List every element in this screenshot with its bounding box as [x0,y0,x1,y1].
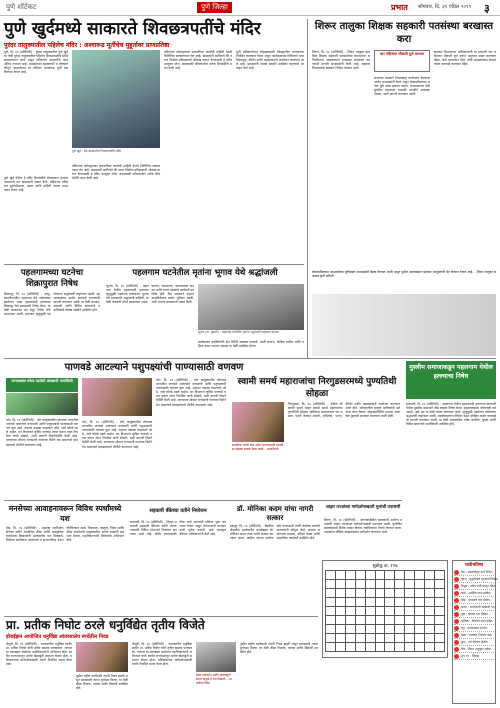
sudoku-cell [385,643,395,652]
sudoku-cell [355,607,365,616]
sudoku-cell [385,580,395,589]
sudoku-cell [425,643,435,652]
sudoku-cell [415,589,425,598]
rashi-item-text: कन्या : आरोग्याची काळजी घ्या. [461,605,496,609]
sudoku-cell [434,607,444,616]
sudoku-cell [335,625,345,634]
sudoku-cell [375,616,385,625]
temple-body-c2: मंदिराच्या प्रवेशद्वारावर छत्रपतींच्या कार्याची माहिती देणारे भित्तिचित्र साकारण्यात येत आहे. ग्रामस्थांनी सांगितले की तरुण पिढीला इतिहासाची ओळख करून देण्यासाठी हे मंदिर उपयुक्त ठरेल. कामासाठी परिसरातील अनेक शिवप्रेमींनी मदत केली आहे. [164,50,232,71]
doctor-body: इंदापूर, दि. १४ (प्रतिनिधी) - वैद्यकीय क्षेत्रातील उल्लेखनीय कार्याबद्दल डॉ. मोनिका कदम यांचा नागरी सत्कार करण्यात आला. ग्रामीण भागात आरोग्य सेवा देण्यासाठी त्यांनी केलेल्या कार्याचे मान्यवरांनी कौतुक केले. सत्कार समारंभास ग्रामस्थ, महिला मंडळ आणि सामाजिक कार्यकर्ते उपस्थित होते. [230,524,320,541]
tribute-photo [198,284,304,330]
water-body-2: भोर, दि. १४ (प्रतिनिधी) - भोर तालुक्यातील डोंगराळ भागातील पाणवठे आटल्याने वन्यप्राणी आणि पशुपक्ष्यांची पाण्यासाठी वणवण सुरू आहे. उन्हाचा तडाखा वाढल्याने ओढे, नाले कोरडे पडले आहेत. वन विभागाने कृत्रिम पाणवठे तयार करून त्यात नियमित पाणी सोडावे, अशी मागणी निसर्गप्रेमींनी केली आहे. पाण्याच्या शोधात वन्यप्राणी गावांच्या दिशेने येत असल्याने ग्रामस्थांमध्ये भीतीचे वातावरण आहे. [82,420,152,449]
sudoku-cell [434,634,444,643]
sudoku-cell [326,616,336,625]
swami-quote: स्वामींच्या चरणी सेवा अर्पण करण्यासाठी दरवर्षी हा सोहळा साजरा केला जातो. - मठाधिपती [232,443,284,451]
sudoku-cell [415,598,425,607]
manase-body: दौंड, दि. १४ (प्रतिनिधी) - महाराष्ट्र नवनिर्माण सेनेच्या वतीने आयोजित क्रीडा आणि सांस्कृतिक स्पर्धांमध्ये विद्यार्थ्यांनी उल्लेखनीय यश मिळवले. विजेत्या स्पर्धकांना प्रमाणपत्र व सन्मानचिन्ह देऊन गौरविण्यात आले. चित्रकला, वक्तृत्व, निबंध आणि क्रीडा स्पर्धांमध्ये तालुक्यातील अनेक शाळांनी सहभाग घेतला. पदाधिकाऱ्यांनी विजेत्यांचे अभिनंदन केले. [6,526,124,543]
rashi-item-text: मकर : खर्चावर नियंत्रण ठेवा. [461,633,493,637]
rashi-item [454,639,494,646]
rashi-item [454,583,494,590]
health-headline: आहार तज्ज्ञांच्या मार्गदर्शनाखाली मुलांची तपासणी [325,504,401,509]
sudoku-cell [434,625,444,634]
sudoku-cell [385,607,395,616]
sudoku-cell [425,607,435,616]
temple-body-d: मूर्ती प्रतिष्ठापनेच्या सोहळ्यासाठी जिल्ह्यातील मान्यवरांना निमंत्रित करण्यात येणार असून कार्यक्रमाच्या निमित्ताने भव्य मिरवणूक, कीर्तन आणि महाप्रसादाचे आयोजन करण्यात आले आहे. ग्रामस्थांनी मोठ्या संख्येने उपस्थित राहण्याचे आवाहन केले आहे. [236,50,304,71]
society-body-c: सहकार विभागाच्या अधिकाऱ्यांनी या प्रकरणी चार महिन्यात चौकशी पूर्ण करून अहवाल सादर करण्यात येईल, असे आश्वासन दिले. दोषी आढळल्यास संचालकांवर कारवाई करण्यात येईल. [434,50,496,67]
section-divider-3 [4,500,402,501]
tribute-body: भूगाव, दि. १४ (प्रतिनिधी) - पहलगाम येथील दहशतवादी हल्ल्यात मृत्युमुखी पडलेल्या पर्यटकांना भूगाव येथे ग्रामस्थांनी श्रद्धांजली वाहिली. या वेळी मेणबत्ती मोर्चा काढण्यात आला. सरपंच, उपसरपंच, ग्रामपंचायत सदस्य आणि तरुण मंडळाचे कार्यकर्ते उपस्थित होते. केंद्र सरकारने दहशतवादाविरोधात कठोर भूमिका घ्यावी, अशी भावना ग्रामस्थांनी व्यक्त केली. [106,284,194,305]
rashi-item-text: कर्क : आर्थिक लाभ होतील. [461,591,492,595]
archery-quote: योग्य मार्गदर्शन आणि सातत्यपूर्ण सराव यामुळे हे यश मिळाले. - प्रा. प्रतीक निघोट [196,673,233,685]
sudoku-cell [395,571,405,580]
sudoku-cell [395,625,405,634]
sudoku-cell [405,625,415,634]
sudoku-cell [375,625,385,634]
sudoku-row [326,571,445,580]
sudoku-cell [355,580,365,589]
zodiac-icon [454,612,459,617]
sudoku-cell [365,589,375,598]
rashi-item [454,576,499,583]
temple-photo-caption: पुणे खुर्द : येथे साकारलेले शिवछत्रपतींचे मंदिर [72,149,122,153]
zodiac-icon [454,570,459,575]
sudoku-cell [326,580,336,589]
section-label: पुणे शॉर्टकट [6,3,37,11]
sudoku-cell [425,571,435,580]
sudoku-cell [385,625,395,634]
sudoku-cell [355,634,365,643]
sudoku-cell [434,643,444,652]
sudoku-cell [326,634,336,643]
zodiac-icon [454,633,459,638]
sudoku-cell [326,643,336,652]
sudoku-row [326,616,445,625]
sudoku-cell [355,598,365,607]
water-body-3: भोर, दि. १४ (प्रतिनिधी) - भोर तालुक्यातील डोंगराळ भागातील पाणवठे आटल्याने वन्यप्राणी आणि पशुपक्ष्यांची पाण्यासाठी वणवण सुरू आहे. उन्हाचा तडाखा वाढल्याने ओढे, नाले कोरडे पडले आहेत. वन विभागाने कृत्रिम पाणवठे तयार करून त्यात नियमित पाणी सोडावे, अशी मागणी निसर्गप्रेमींनी केली आहे. पाण्याच्या शोधात वन्यप्राणी गावांच्या दिशेने येत असल्याने ग्रामस्थांमध्ये भीतीचे वातावरण आहे. [156,378,226,407]
rashi-item-text: वृषभ : कुटुंबीयांचे सहकार्य मिळेल. [461,577,499,581]
sudoku-cell [345,571,355,580]
sudoku-row [326,634,445,643]
sudoku-cell [405,589,415,598]
archery-subhead: होराईझन आयोजित धनुर्विद्या आंतरशालेय स्पर्धेतील निवड [6,634,109,640]
sudoku-cell [415,580,425,589]
society-callout-title: चार महिन्यात चौकशी पूर्ण करणार [379,52,424,56]
swami-headline: स्वामी समर्थ महाराजांचा निरगुडसरमध्ये पुण्यतिथी सोहळा [237,377,397,399]
rashi-list [454,569,499,660]
sudoku-cell [425,625,435,634]
section-divider-4 [4,616,318,617]
society-body-a: शिरूर, दि. १४ (प्रतिनिधी) - शिरूर तालुका प्राथमिक शिक्षक सहकारी पतसंस्थेच्या कारभारात अनियमितता आढळल्याने पतसंस्था बरखास्त करण्याची मागणी सभासदांनी केली आहे. सहकार विभागाकडे याबाबत निवेदन देण्यात आले. [312,50,370,71]
rashi-item [454,597,494,604]
temple-body-a: पुणे, दि. १४ (प्रतिनिधी) - पुरंदर तालुक्यातील पुणे खुर्द या गावी पुरंदर तालुक्यातील पहिलेच शिवछत्रपतींचे मंदिर साकारण्यात आले असून मंदिराच्या उभारणीचे काम अंतिम टप्प्यात आहे. ग्रामस्थांच्या सहकार्याने व लोकवर्गणीतून उभारलेल्या या मंदिरात अश्वारूढ मूर्ती बसविण्यात येणार आहे. [4,50,68,75]
society-body-b: संचालक मंडळाने नियमबाह्य कर्जवाटप केल्याचा आरोप सभासदांनी केला असून लेखापरीक्षणात अनेक त्रुटी उघड झाल्या आहेत. सभासदांच्या ठेवी सुरक्षित राहाव्यात यासाठी तातडीने प्रशासक नेमावा, अशी मागणी करण्यात आली. [374,76,430,97]
sudoku-cell [405,643,415,652]
rashi-item [454,604,494,611]
sudoku-cell [365,634,375,643]
sudoku-cell [434,616,444,625]
sudoku-cell [375,571,385,580]
sudoku-cell [326,625,336,634]
sudoku-panel [322,560,448,658]
bank-body: बारामती, दि. १४ (प्रतिनिधी) - जिल्हा मध्यवर्ती सहकारी बँकेच्या वतीने शेतकऱ्यांसाठी विविध योजनांचे नियोजन करण्यात आले आहे. खरीप हंगामासाठी पीक कर्ज वाटपाची प्रक्रिया सुरू करण्यात येणार असून शेतकऱ्यांनी कागदपत्रांची पूर्तता करावी, असे आवाहन बँकेच्या अधिकाऱ्यांनी केले आहे. [130,520,226,537]
section-badge: पुणे जिल्हा [197,2,232,13]
sudoku-cell [385,598,395,607]
sudoku-cell [375,598,385,607]
society-headline: शिरूर तालुका शिक्षक सहकारी पतसंस्था बरखास्त करा [314,21,494,45]
rashi-item [454,632,494,639]
sudoku-cell [335,643,345,652]
tribute-caption: भूगाव (ता. मुळशी) : पहलगाम घटनेतील मृतांना श्रद्धांजली वाहताना ग्रामस्थ [198,330,279,334]
archery-body: जेजुरी, दि. १४ (प्रतिनिधी) - राज्यस्तरीय धनुर्विद्या स्पर्धेत प्रा. प्रतीक निघोट यांनी तृतीय क्रमांक पटकावला. त्यांच्या या यशाबद्दल संस्थेच्या पदाधिकाऱ्यांनी अभिनंदन केले. स्पर्धेत राज्यभरातून अनेक खेळाडूंनी सहभाग घेतला होता. प्रशिक्षकांच्या मार्गदर्शनाखाली त्यांनी नियमित सराव केला होता. [6,642,72,667]
sudoku-cell [365,643,375,652]
water-box-photo [6,393,78,415]
sudoku-cell [395,598,405,607]
sudoku-cell [395,580,405,589]
sudoku-cell [355,589,365,598]
sudoku-cell [355,616,365,625]
rashi-item [454,618,494,625]
sudoku-cell [365,607,375,616]
rashi-item-text: मेष : अडचणीतून मार्ग निघेल. [461,570,493,574]
tribute-body2: कार्यक्रमात उपस्थितांनी दोन मिनिटे स्तब्धता पाळली. माजी सरपंच, पोलीस पाटील आणि महिला बचत गटाच्या सदस्या या वेळी उपस्थित होत्या. [198,340,304,349]
sudoku-row [326,598,445,607]
zodiac-icon [454,647,459,652]
issue-date: सोमवार, दि. ३१ एप्रिल २०१९ [418,4,472,10]
ban-body: शिक्रापूर, दि. १४ (प्रतिनिधी) - जम्मू-काश्मीरमधील पहलगाम येथे पर्यटकांवर झालेल्या भ्याड दहशतवादी हल्ल्याचा शिक्रापूर येथे ग्रामस्थांनी निषेध केला. या वेळी बाजारपेठ बंद ठेवून निषेध फेरी काढण्यात आली. हल्ल्यात मृत्युमुखी पडलेल्यांना श्रद्धांजली वाहण्यात आली. दहशतवाद्यांवर कठोर कारवाई करण्याची मागणी करण्यात आली. या वेळी ग्रामस्थ, व्यापारी आणि विविध संघटनांचे पदाधिकारी मोठ्या संख्येने उपस्थित होते. [4,292,100,317]
zodiac-icon [454,591,459,596]
rashi-title: राशीभविष्य [464,563,484,568]
sudoku-cell [385,571,395,580]
sudoku-cell [345,598,355,607]
health-body: शिरूर, दि. १४ (प्रतिनिधी) - अंगणवाडीतील बालकांची आरोग्य तपासणी आहार तज्ज्ञांच्या मार्गदर्शनाखाली करण्यात आली. कुपोषित बालकांसाठी विशेष आहार योजना राबविण्याचा निर्णय घेण्यात आला. पालकांना पौष्टिक आहाराबाबत मार्गदर्शन करण्यात आले. [324,518,402,535]
sudoku-cell [345,643,355,652]
sudoku-cell [345,625,355,634]
muslim-headline: मुस्लीम समाजाकडून पहलगाम येथील हल्ल्याचा निषेध [406,361,496,399]
sudoku-cell [365,598,375,607]
rashi-item-text: मीन : दिवस अनुकूल राहील. [461,647,492,651]
sudoku-row [326,607,445,616]
sudoku-cell [425,589,435,598]
sudoku-row [326,625,445,634]
page-number: ३ [484,2,490,15]
sudoku-cell [434,580,444,589]
sudoku-grid [325,570,445,652]
rashi-item-text: मिथुन : नवीन संधी चालून येईल. [461,584,496,588]
sudoku-cell [405,616,415,625]
sudoku-cell [425,580,435,589]
temple-headline: पुणे खुर्दमध्ये साकारते शिवछत्रपतींचे मंदिर [4,19,261,39]
sudoku-cell [365,625,375,634]
sudoku-cell [335,571,345,580]
water-box: पाणवठ्यांत कोरड पडलेली ओढ्याची पाणस्थिती [6,378,78,392]
rashi-item [454,590,494,597]
zodiac-icon [454,577,459,582]
sudoku-cell [425,616,435,625]
zodiac-icon [454,619,459,624]
sudoku-cell [415,634,425,643]
water-body: भोर, दि. १४ (प्रतिनिधी) - भोर तालुक्यातील डोंगराळ भागातील पाणवठे आटल्याने वन्यप्राणी आणि पशुपक्ष्यांची पाण्यासाठी वणवण सुरू आहे. उन्हाचा तडाखा वाढल्याने ओढे, नाले कोरडे पडले आहेत. वन विभागाने कृत्रिम पाणवठे तयार करून त्यात नियमित पाणी सोडावे, अशी मागणी निसर्गप्रेमींनी केली आहे. पाण्याच्या शोधात वन्यप्राणी गावांच्या दिशेने येत असल्याने ग्रामस्थांमध्ये भीतीचे वातावरण आहे. [6,418,78,447]
zodiac-icon [454,654,459,659]
sudoku-cell [326,607,336,616]
sudoku-cell [405,598,415,607]
society-callout-box [374,50,430,72]
tribute-headline: पहलगाम घटनेतील मृतांना भूगाव येथे श्रद्धांजली [132,268,278,278]
rashi-item-text: वृश्चिक : मित्रांची मदत होईल. [461,619,494,623]
sudoku-cell [345,607,355,616]
zodiac-icon [454,626,459,631]
sudoku-cell [434,598,444,607]
sudoku-cell [405,634,415,643]
sudoku-cell [385,589,395,598]
sudoku-cell [405,571,415,580]
rashi-item [454,646,494,653]
sudoku-cell [425,598,435,607]
sudoku-cell [335,598,345,607]
rashi-item [454,611,494,618]
sudoku-cell [335,616,345,625]
rashi-item-text: धनु : मानसन्मान लाभेल. [461,626,488,630]
swami-body: निरगुडसर, दि. १४ (प्रतिनिधी) - येथील श्री स्वामी समर्थ मठात स्वामी समर्थ महाराजांचा पुण्यतिथी सोहळा भक्तिमय वातावरणात पार पडला. पहाटे काकड आरती, अभिषेक, भजन, कीर्तन आणि महाप्रसादाचे आयोजन करण्यात आले होते. परिसरातील हजारो भाविकांनी दर्शनाचा लाभ घेतला. सोहळ्यानिमित्त मठाला आकर्षक फुलांची सजावट करण्यात आली होती. [288,402,400,419]
sudoku-cell [335,607,345,616]
temple-body-c: मंदिराच्या प्रवेशद्वारावर छत्रपतींच्या कार्याची माहिती देणारे भित्तिचित्र साकारण्यात येत आहे. ग्रामस्थांनी सांगितले की तरुण पिढीला इतिहासाची ओळख करून देण्यासाठी हे मंदिर उपयुक्त ठरेल. कामासाठी परिसरातील अनेक शिवप्रेमींनी मदत केली आहे. [72,164,160,181]
sudoku-title: सुडोकू क्र. ११७ [372,564,398,569]
sudoku-cell [385,634,395,643]
temple-photo [72,50,160,148]
archery-body-2: पुढील राष्ट्रीय स्पर्धेसाठी त्यांची निवड झाली असून ग्रामस्थांनी त्यांना शुभेच्छा दिल्या. या वेळी क्रीडा शिक्षक, पालक आणि विद्यार्थी उपस्थित होते. [76,674,128,691]
water-photo [82,378,152,416]
sudoku-cell [395,643,405,652]
sudoku-cell [335,589,345,598]
water-headline: पाणवडे आटल्याने पशुपक्ष्यांची पाण्यासाठी वणवण [64,362,244,373]
sudoku-cell [365,571,375,580]
sudoku-cell [395,607,405,616]
column-rule [307,19,308,359]
rashi-item [454,625,494,632]
zodiac-icon [454,640,459,645]
sudoku-cell [405,580,415,589]
sudoku-cell [365,580,375,589]
archery-body-4: पुढील राष्ट्रीय स्पर्धेसाठी त्यांची निवड झाली असून ग्रामस्थांनी त्यांना शुभेच्छा दिल्या. या वेळी क्रीडा शिक्षक, पालक आणि विद्यार्थी उपस्थित होते. [240,642,318,655]
sudoku-cell [326,598,336,607]
sudoku-cell [355,625,365,634]
sudoku-cell [345,634,355,643]
ban-headline: पहलगामच्या घटनेचा शिक्रापुरात निषेध [20,268,84,289]
sudoku-cell [345,580,355,589]
sudoku-cell [415,643,425,652]
sudoku-cell [434,589,444,598]
rashi-item-text: सिंह : प्रवासाचे योग येतील. [461,598,491,602]
sudoku-cell [375,580,385,589]
muslim-body: बारामती, दि. १४ (प्रतिनिधी) - पहलगाम येथील दहशतवादी हल्ल्याचा बारामती येथील मुस्लीम समाजाने तीव्र शब्दांत निषेध केला. दहशतवादाला कोणताही धर्म नसतो, असे मत या वेळी व्यक्त करण्यात आले. मृत्युमुखी पडलेल्या पर्यटकांना श्रद्धांजली वाहण्यात आली. तहसीलदारांना निवेदन देऊन दोषींवर कठोर कारवाईची मागणी करण्यात आली. या वेळी समाजातील ज्येष्ठ नागरिक, युवक आणि विविध संघटनांचे पदाधिकारी उपस्थित होते. [406,402,496,427]
doctor-headline: डॉ. मोनिका कदम यांचा नागरी सत्कार [236,504,314,522]
sudoku-cell [395,616,405,625]
brand-logo: प्रभात [391,3,408,12]
archery-photo-2 [196,642,236,672]
rashi-item-text: तूळ : कामात यश मिळेल. [461,612,489,616]
sudoku-cell [434,571,444,580]
archery-photo [76,642,128,672]
sudoku-row [326,580,445,589]
manase-headline: मनसेच्या आवाहनावरून विविध स्पर्धांमध्ये यश [8,504,122,523]
sudoku-cell [326,589,336,598]
sudoku-cell [345,589,355,598]
sudoku-cell [355,643,365,652]
temple-body-b: पुणे खुर्द येथील हे मंदिर शिवप्रेमींचे प्रेरणास्थान ठरणार असल्याचे मत ग्रामस्थांनी व्यक्त केले. मंदिराच्या परिसरात सुशोभीकरण, उद्यान आणि माहिती फलक उभारण्यात येणार आहे. [4,176,68,193]
sudoku-cell [415,625,425,634]
sudoku-cell [415,571,425,580]
sudoku-cell [375,607,385,616]
sudoku-cell [415,616,425,625]
sudoku-cell [405,607,415,616]
rashi-item [454,653,494,660]
sudoku-cell [375,643,385,652]
society-note: लेखापरीक्षणात आढळलेल्या त्रुटींबाबत सभासदांची बैठक घेण्यात आली असून पुढील आठवड्यात सहकार आयुक्तांची भेट घेण्यात येणार आहे. - शिरूर तालुका सभासद कृती समिती [312,270,496,279]
rashi-item-text: शुभ रंग : पिवळा [461,654,480,658]
sudoku-cell [335,580,345,589]
temple-subhead: पुरंदर तालुक्यातील पहिलेच मंदिर : अश्वारूढ मूर्तीचेच मुहूर्तावर प्राणप्रतिष्ठा [4,42,170,49]
swami-photo [232,402,284,442]
bank-headline: सहकारी बँकेच्या वतीने नियोजन [149,508,207,514]
sudoku-cell [395,589,405,598]
sudoku-cell [385,616,395,625]
archery-headline: प्रा. प्रतीक निघोट ठरले धनुर्विद्येत तृतीय विजेते [6,618,205,632]
sudoku-cell [395,634,405,643]
sudoku-cell [365,616,375,625]
zodiac-icon [454,598,459,603]
sudoku-cell [375,634,385,643]
sudoku-cell [425,634,435,643]
zodiac-icon [454,584,459,589]
rashi-item-text: कुंभ : नवे परिचय होतील. [461,640,489,644]
advert-photo [312,294,496,356]
sudoku-cell [375,589,385,598]
sudoku-cell [335,634,345,643]
sudoku-cell [345,616,355,625]
zodiac-icon [454,605,459,610]
sudoku-cell [326,571,336,580]
sudoku-cell [415,607,425,616]
rashi-panel [452,560,499,704]
sudoku-cell [355,571,365,580]
rashi-item [454,569,494,576]
sudoku-row [326,643,445,652]
section-divider [4,264,304,265]
archery-body-3: जेजुरी, दि. १४ (प्रतिनिधी) - राज्यस्तरीय धनुर्विद्या स्पर्धेत प्रा. प्रतीक निघोट यांनी तृतीय क्रमांक पटकावला. त्यांच्या या यशाबद्दल संस्थेच्या पदाधिकाऱ्यांनी अभिनंदन केले. स्पर्धेत राज्यभरातून अनेक खेळाडूंनी सहभाग घेतला होता. प्रशिक्षकांच्या मार्गदर्शनाखाली त्यांनी नियमित सराव केला होता. [132,642,192,667]
sudoku-row [326,589,445,598]
section-divider-2 [4,358,496,359]
